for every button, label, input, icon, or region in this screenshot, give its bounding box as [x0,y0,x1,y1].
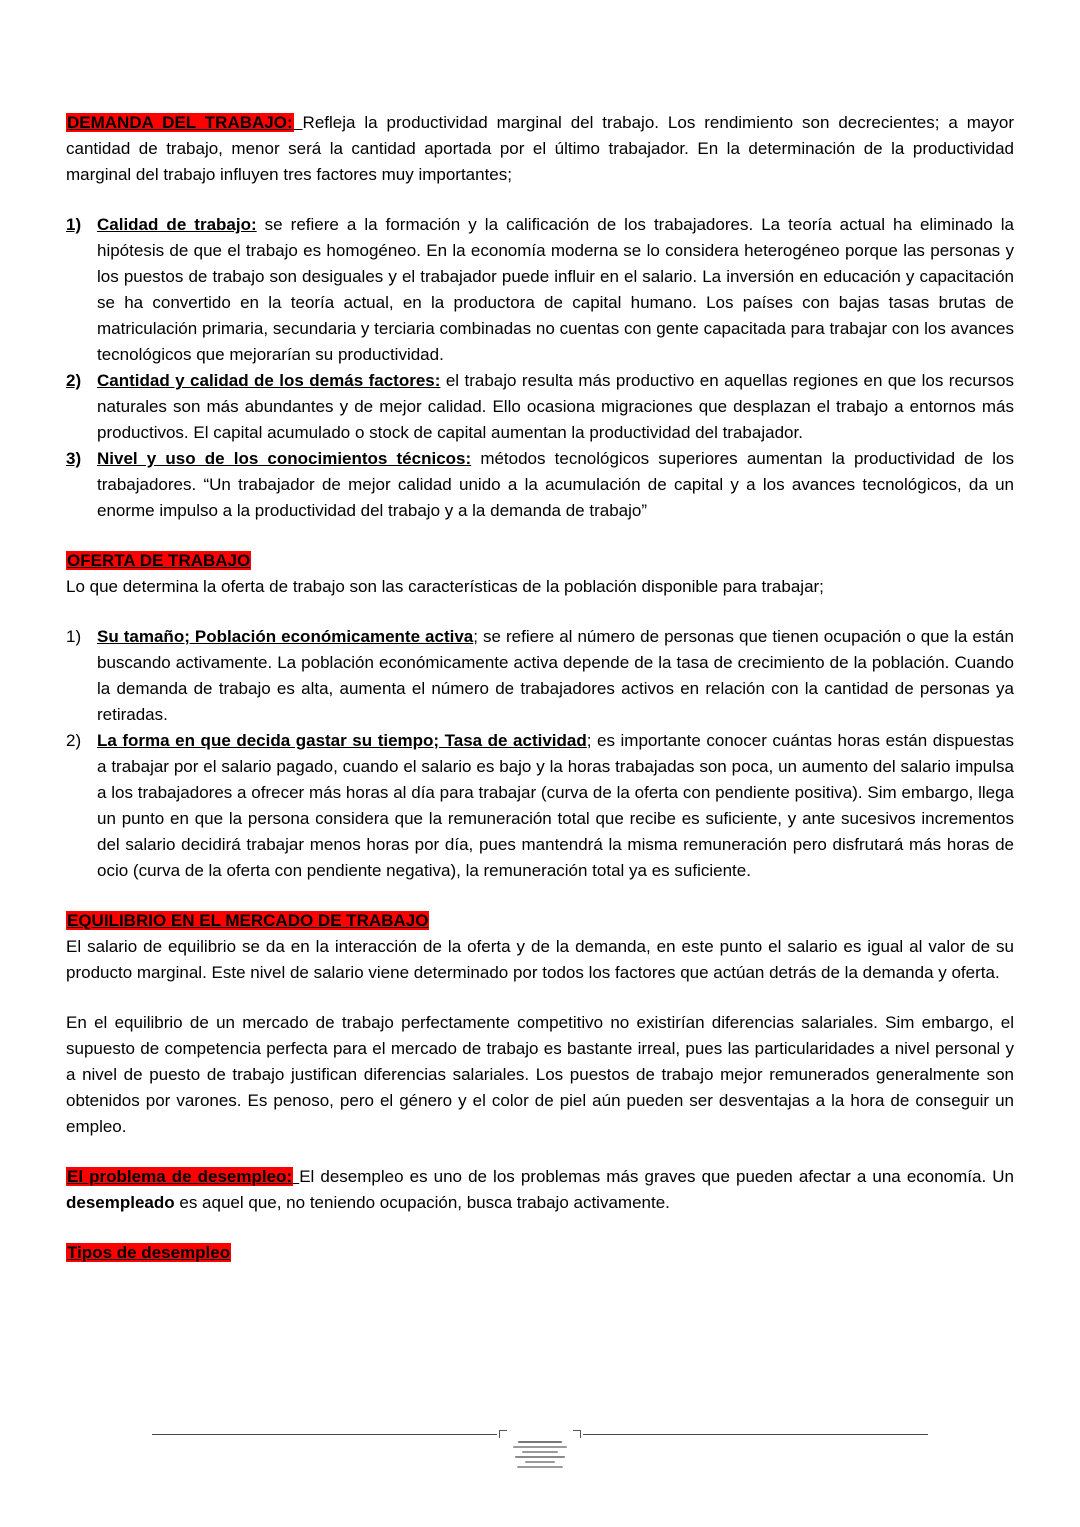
item-text: ; es importante conocer cuántas horas están dispuestas a trabajar por el salario pagado, cuando el salario es bajo y la horas trabajadas son poca, un aumento del salario impulsa a los trabajadores a ofrecer más horas al día para trabajar (curva de la oferta con pendiente positiva). Sim embargo, llega un punto en que la persona considera que la remuneración total que recibe es suficiente, y ante sucesivos incrementos del salario decidirá trabajar menos horas por día, pues mantendrá la misma remuneración pero disfrutará más horas de ocio (curva de la oferta con pendiente negativa), la remuneración total ya es suficiente. [97,731,1014,880]
item-number: 1) [66,627,82,646]
watermark-corner-left [499,1430,507,1438]
item-text: se refiere a la formación y la calificación de los trabajadores. La teoría actual ha eliminado la hipótesis de que el trabajo es homogéneo. En la economía moderna se lo considera heterogéneo porque las personas y los puestos de trabajo son desiguales y el trabajador puede influir en el salario. La inversión en educación y capacitación se ha convertido en la teoría actual, en la productora de capital humano. Los países con bajas tasas brutas de matriculación primaria, secundaria y terciaria combinadas no cuentas con gente capacitada para trabajar con los avances tecnológicos que mejorarían su productividad. [97,215,1014,364]
list-item-cantidad-y-calidad [66,368,1014,446]
list-item-calidad-de-trabajo [66,212,1014,368]
desempleo-text-after: es aquel que, no teniendo ocupación, busca trabajo activamente. [174,1193,670,1212]
item-label: La forma en que decida gastar su tiempo; Tasa de actividad [97,731,587,750]
item-label: Cantidad y calidad de los demás factores: [97,371,441,390]
item-text: ; se refiere al número de personas que tienen ocupación o que la están buscando activamente. La población económicamente activa depende de la tasa de crecimiento de la población. Cuando la demanda de trabajo es alta, aumenta el número de trabajadores activos en relación con la cantidad de personas ya retiradas. [97,627,1014,724]
heading-equilibrio-mercado-trabajo: EQUILIBRIO EN EL MERCADO DE TRABAJO [67,911,429,930]
item-label: Nivel y uso de los conocimientos técnicos: [97,449,472,468]
paragraph-demanda-intro [66,110,1014,188]
underline-spacer [294,113,303,132]
item-text: métodos tecnológicos superiores aumentan la productividad de los trabajadores. “Un trabajador de mejor calidad unido a la acumulación de capital y a los avances tecnológicos, da un enorme impulso a la productividad del trabajo y a la demanda de trabajo” [97,449,1014,520]
equilibrio-paragraph-2: En el equilibrio de un mercado de trabajo perfectamente competitivo no existirían diferencias salariales. Sim embargo, el supuesto de competencia perfecta para el mercado de trabajo es bastante irreal, pues las particularidades a nivel personal y a nivel de puesto de trabajo justifican diferencias salariales. Los puestos de trabajo mejor remunerados generalmente son obtenidos por varones. Es penoso, pero el género y el color de piel aún pueden ser desventajas a la hora de conseguir un empleo. [66,1013,1014,1136]
desempleado-bold-word: desempleado [66,1193,175,1212]
item-number: 2) [66,731,82,750]
item-number: 1) [66,215,82,234]
item-number: 3) [66,449,82,468]
list-item-su-tamano [66,624,1014,728]
demanda-factor-list [66,212,1014,524]
desempleo-text-before: El desempleo es uno de los problemas más graves que pueden afectar a una economía. Un [299,1167,1014,1186]
oferta-intro-text: Lo que determina la oferta de trabajo son las características de la población disponible para trabajar; [66,577,824,596]
heading-tipos-row [66,1240,1014,1266]
item-label: Su tamaño; Población económicamente activa [97,627,474,646]
heading-oferta-de-trabajo-row [66,548,1014,574]
list-item-nivel-conocimientos [66,446,1014,524]
heading-tipos-de-desempleo: Tipos de desempleo [67,1243,231,1262]
list-item-tasa-de-actividad [66,728,1014,884]
page-footer [0,1430,1080,1494]
footer-watermark-icon [497,1430,583,1494]
item-label: Calidad de trabajo: [97,215,257,234]
footer-rule-left [152,1434,497,1435]
footer-rule-right [583,1434,928,1435]
item-text: el trabajo resulta más productivo en aquellas regiones en que los recursos naturales son más abundantes y de mejor calidad. Ello ocasiona migraciones que desplazan el trabajo a entornos más productivos. El capital acumulado o stock de capital aumentan la productividad del trabajador. [97,371,1014,442]
heading-oferta-de-trabajo: OFERTA DE TRABAJO [67,551,251,570]
demanda-intro-text: Refleja la productividad marginal del trabajo. Los rendimiento son decrecientes; a mayor cantidad de trabajo, menor será la cantidad aportada por el último trabajador. En la determinación de la productividad marginal del trabajo influyen tres factores muy importantes; [66,113,1014,184]
watermark-text-lines [513,1438,567,1471]
item-number: 2) [66,371,82,390]
oferta-factor-list [66,624,1014,884]
watermark-corner-right [573,1430,581,1438]
heading-demanda-del-trabajo: DEMANDA DEL TRABAJO: [67,113,293,132]
heading-problema-desempleo: El problema de desempleo: [67,1167,293,1186]
equilibrio-paragraph-1: El salario de equilibrio se da en la interacción de la oferta y de la demanda, en este punto el salario es igual al valor de su producto marginal. Este nivel de salario viene determinado por todos los factores que actúan detrás de la demanda y oferta. [66,937,1014,982]
paragraph-problema-desempleo [66,1164,1014,1216]
heading-equilibrio-row [66,908,1014,934]
